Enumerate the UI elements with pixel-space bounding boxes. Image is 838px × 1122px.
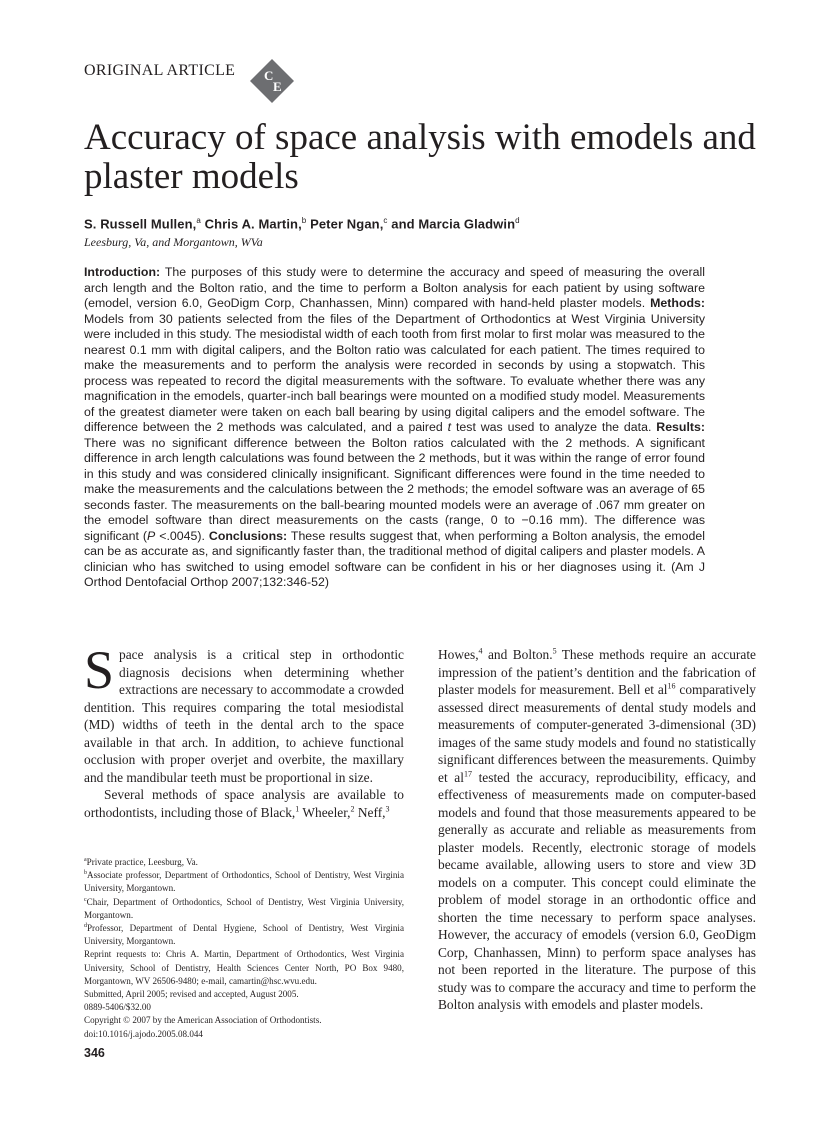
abstract-heading: Results: bbox=[656, 420, 705, 434]
ce-badge-icon bbox=[249, 58, 295, 104]
badge-letter-e: E bbox=[273, 79, 282, 94]
paragraph-text: comparatively assessed direct measurements of dental study models and measurements of computer-generated 3-dimensional (3D) images of the same study models and found no statistically significant differences between the measurements. Quimby et al bbox=[438, 682, 756, 785]
footnote bbox=[84, 922, 404, 948]
footnote-text: Professor, Department of Dental Hygiene, School of Dentistry, West Virginia University, Morgantown. bbox=[84, 923, 404, 947]
drop-cap: S bbox=[84, 640, 115, 700]
abstract-text: These results suggest that, when performing a Bolton analysis, the emodel can be as accurate as, and significantly faster than, the traditional method of digital calipers and plaster models. A clinician who has switched to using emodel software can be confident in his or her diagnoses using it. (Am J Orthod Dentofacial Orthop 2007;132:346-52) bbox=[84, 528, 705, 589]
abstract-text: There was no significant difference between the Bolton ratios calculated with the 2 methods. A significant difference in arch length calculations was found between the 2 methods, but it was within the range of error found in this study and was considered clinically insignificant. Significant differences were found in the time needed to make the measurements and the calculations between the 2 methods; the emodel software was an average of 65 seconds faster. The measurements on the ball-bearing mounted models were an average of .067 mm greater on the emodel software than direct measurements on the casts (range, 0 to −0.16 mm). The difference was significant ( bbox=[84, 435, 705, 543]
reference-link[interactable]: 2 bbox=[350, 804, 355, 814]
footnote-mark: d bbox=[84, 922, 87, 929]
footnote bbox=[84, 869, 404, 895]
copyright: Copyright © 2007 by the American Association of Orthodontists. bbox=[84, 1015, 322, 1026]
reference-link[interactable]: 3 bbox=[385, 804, 390, 814]
author-affiliation: Leesburg, Va, and Morgantown, WVa bbox=[84, 235, 263, 249]
author-name: Peter Ngan, bbox=[310, 216, 384, 232]
abstract-text: Models from 30 patients selected from the files of the Department of Orthodontics at West Virginia University were included in this study. The mesiodistal width of each tooth from first molar to first molar was measured to the nearest 0.1 mm with digital calipers, and the Bolton ratio was calculated for each patient. The times required to make the measurements and to perform the analysis were recorded in seconds by using a stopwatch. This process was repeated to record the digital measurements with the software. To evaluate whether there was any magnification in the emodels, quarter-inch ball bearings were mounted on a modified study model. Measurements of the greatest diameter were taken on each ball bearing by using digital calipers and the emodel software. The difference between the 2 methods was calculated, and a paired bbox=[84, 311, 705, 434]
article-title: Accuracy of space analysis with emodels and plaster models bbox=[84, 117, 756, 197]
author-mark: c bbox=[383, 216, 388, 225]
abstract-text: <.0045). bbox=[155, 528, 209, 543]
reference-link[interactable]: 17 bbox=[463, 769, 472, 779]
doi[interactable]: doi:10.1016/j.ajodo.2005.08.044 bbox=[84, 1028, 203, 1039]
body-paragraph bbox=[438, 646, 756, 1014]
footnote-text: Private practice, Leesburg, Va. bbox=[86, 857, 198, 867]
author-mark: a bbox=[196, 216, 201, 225]
author-name: and Marcia Gladwin bbox=[391, 216, 516, 232]
paragraph-text: Several methods of space analysis are available to orthodontists, including those of Black, bbox=[84, 787, 404, 820]
reference-link[interactable]: 4 bbox=[478, 646, 483, 656]
abstract-heading: Conclusions: bbox=[208, 528, 288, 543]
author-list bbox=[84, 216, 520, 231]
abstract-symbol: P bbox=[147, 528, 156, 543]
footnotes bbox=[84, 856, 404, 1041]
footnote-text: Chair, Department of Orthodontics, School of Dentistry, West Virginia University, Morgantown. bbox=[84, 896, 404, 920]
reprint-request: Reprint requests to: Chris A. Martin, Department of Orthodontics, West Virginia University, School of Dentistry, Health Sciences Center North, PO Box 9480, Morgantown, WV 26506-9480; e-mail, camartin@hsc.wvu.edu. bbox=[84, 949, 404, 986]
footnote-mark: b bbox=[84, 870, 87, 877]
author-name: Chris A. Martin, bbox=[204, 216, 302, 232]
footnote bbox=[84, 896, 404, 922]
paragraph-text: pace analysis is a critical step in orthodontic diagnosis decisions when determining whether extractions are necessary to accommodate a crowded dentition. This requires comparing the total mesiodistal (MD) widths of teeth in the dental arch to the space available in that arch. In addition, to achieve functional occlusion with proper overjet and overbite, the maxillary and the mandibular teeth must be proportional in size. bbox=[84, 647, 404, 785]
author-name: S. Russell Mullen, bbox=[84, 216, 197, 232]
footnote-mark: a bbox=[84, 856, 87, 863]
abstract-heading: Methods: bbox=[650, 296, 705, 310]
author-mark: d bbox=[515, 216, 520, 225]
badge-letter-c: C bbox=[264, 68, 274, 83]
body-paragraph bbox=[84, 640, 404, 786]
body-column-left bbox=[84, 640, 404, 821]
paragraph-text: and Bolton. bbox=[482, 647, 553, 662]
abstract bbox=[84, 265, 705, 591]
submission-dates: Submitted, April 2005; revised and accepted, August 2005. bbox=[84, 989, 299, 1000]
footnote bbox=[84, 856, 404, 869]
abstract-text: test was used to analyze the data. bbox=[451, 420, 657, 434]
section-label: ORIGINAL ARTICLE bbox=[84, 62, 236, 79]
abstract-symbol: t bbox=[447, 420, 452, 434]
reference-link[interactable]: 16 bbox=[667, 681, 676, 691]
paragraph-text: Wheeler, bbox=[299, 804, 351, 820]
author-mark: b bbox=[301, 216, 307, 225]
issn-price: 0889-5406/$32.00 bbox=[84, 1002, 151, 1013]
body-column-right bbox=[438, 646, 756, 1014]
reference-link[interactable]: 1 bbox=[295, 804, 300, 814]
paragraph-text: tested the accuracy, reproducibility, efficacy, and effectiveness of measurements made on computer-based models and found that those measurements appeared to be generally as accurate and reliable as measurements from plaster models. Recently, electronic storage of models became available, allowing users to store and view 3D models on a computer. This concept could eliminate the problem of model storage in an orthodontic office and shorten the time necessary to perform space analyses. However, the accuracy of emodels (version 6.0, GeoDigm Corp, Chanhassen, Minn) to perform space analyses has not been reported in the literature. The purpose of this study was to compare the accuracy and time to perform the Bolton analysis with emodels and plaster models. bbox=[438, 769, 756, 1012]
paragraph-text: Neff, bbox=[354, 804, 386, 820]
footnote-mark: c bbox=[84, 896, 87, 903]
abstract-text: The purposes of this study were to determine the accuracy and speed of measuring the overall arch length and the Bolton ratio, and the time to perform a Bolton analysis for each patient by using software (emodel, version 6.0, GeoDigm Corp, Chanhassen, Minn) compared with hand-held plaster models. bbox=[84, 265, 705, 310]
abstract-heading: Introduction: bbox=[84, 265, 161, 279]
reference-link[interactable]: 5 bbox=[552, 646, 557, 656]
footnote-text: Associate professor, Department of Orthodontics, School of Dentistry, West Virginia University, Morgantown. bbox=[84, 870, 404, 894]
paragraph-text: These methods require an accurate impression of the patient’s dentition and the fabrication of plaster models for measurement. Bell et al bbox=[438, 647, 756, 697]
paragraph-text: Howes, bbox=[438, 647, 479, 662]
page-number: 346 bbox=[84, 1046, 105, 1060]
body-paragraph bbox=[84, 786, 404, 821]
